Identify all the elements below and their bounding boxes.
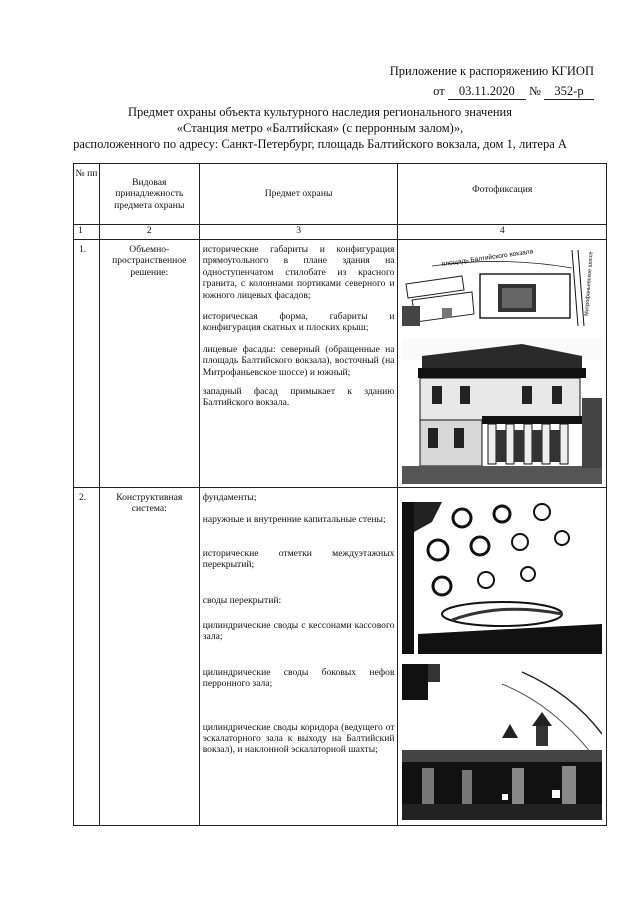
document-title-line-1: Предмет охраны объекта культурного наследия регионального значения	[127, 105, 512, 119]
site-plan-image	[402, 244, 602, 326]
colnum-3: 3	[199, 225, 398, 240]
subject-paragraph: наружные и внутренние капитальные стены;	[202, 514, 386, 526]
header-subject: Предмет охраны	[199, 164, 398, 225]
row-subject	[199, 240, 398, 488]
table-header-row	[74, 164, 607, 225]
side-nave-photo	[402, 664, 602, 820]
number-sign: №	[528, 84, 541, 98]
table-colnum-row	[74, 225, 607, 240]
order-date: 03.11.2020	[448, 84, 526, 100]
row-number: 2.	[74, 488, 100, 826]
order-number: 352-р	[544, 84, 594, 100]
header-type: Видовая принадлежность предмета охраны	[99, 164, 199, 225]
row-photos	[398, 488, 607, 826]
vault-interior-photo	[402, 502, 602, 654]
subject-paragraph: фундаменты;	[202, 492, 257, 503]
map-square-label: площадь Балтийского вокзала	[441, 248, 535, 268]
row-number: 1.	[74, 240, 100, 488]
colnum-4: 4	[398, 225, 607, 240]
table-row	[74, 488, 607, 826]
colnum-2: 2	[99, 225, 199, 240]
header-num: № пп	[74, 164, 100, 225]
table-row	[74, 240, 607, 488]
row-photos	[398, 240, 607, 488]
subject-paragraph: западный фасад примыкает к зданию Балтийского вокзала.	[202, 386, 395, 409]
map-road-label: Митрофаньевское шоссе	[584, 251, 595, 317]
header-photo: Фотофиксация	[398, 164, 607, 225]
colnum-1: 1	[74, 225, 100, 240]
subject-paragraph: исторические отметки междуэтажных перекрытий;	[202, 547, 395, 571]
subject-paragraph: историческая форма, габариты и конфигурация скатных и плоских крыш;	[202, 311, 395, 334]
subject-paragraph: лицевые фасады: северный (обращенные на площадь Балтийского вокзала), восточный (на Митрофаньевское шоссе) и южный;	[202, 343, 395, 378]
document-title-line-2: «Станция метро «Балтийская» (с перронным залом)»,	[176, 121, 464, 135]
subject-paragraph: цилиндрические своды боковых нефов перронного зала;	[202, 666, 395, 690]
subject-paragraph: цилиндрические своды коридора (ведущего от эскалаторного зала к выходу на Балтийский вокзал), и наклонной эскалаторной шахты;	[202, 721, 395, 756]
row-subject	[199, 488, 398, 826]
document-title-line-3: расположенного по адресу: Санкт-Петербург, площадь Балтийского вокзала, дом 1, литера А	[73, 137, 567, 151]
appendix-line: Приложение к распоряжению КГИОП	[389, 64, 594, 78]
row-type: Конструктивная система:	[99, 488, 199, 826]
order-reference	[433, 84, 594, 100]
protection-subject-table	[73, 163, 607, 826]
subject-paragraph: своды перекрытий:	[202, 594, 282, 606]
subject-paragraph: исторические габариты и конфигурация прямоугольного в плане здания на одноступенчатом стилобате из красного гранита, с колоннами портиками северного и южного лицевых фасадов;	[202, 244, 395, 301]
subject-paragraph: цилиндрические своды с кессонами кассового зала;	[202, 620, 395, 643]
row-type: Объемно-пространственное решение:	[99, 240, 199, 488]
ot-label: от	[433, 84, 445, 98]
building-photo	[402, 338, 602, 484]
